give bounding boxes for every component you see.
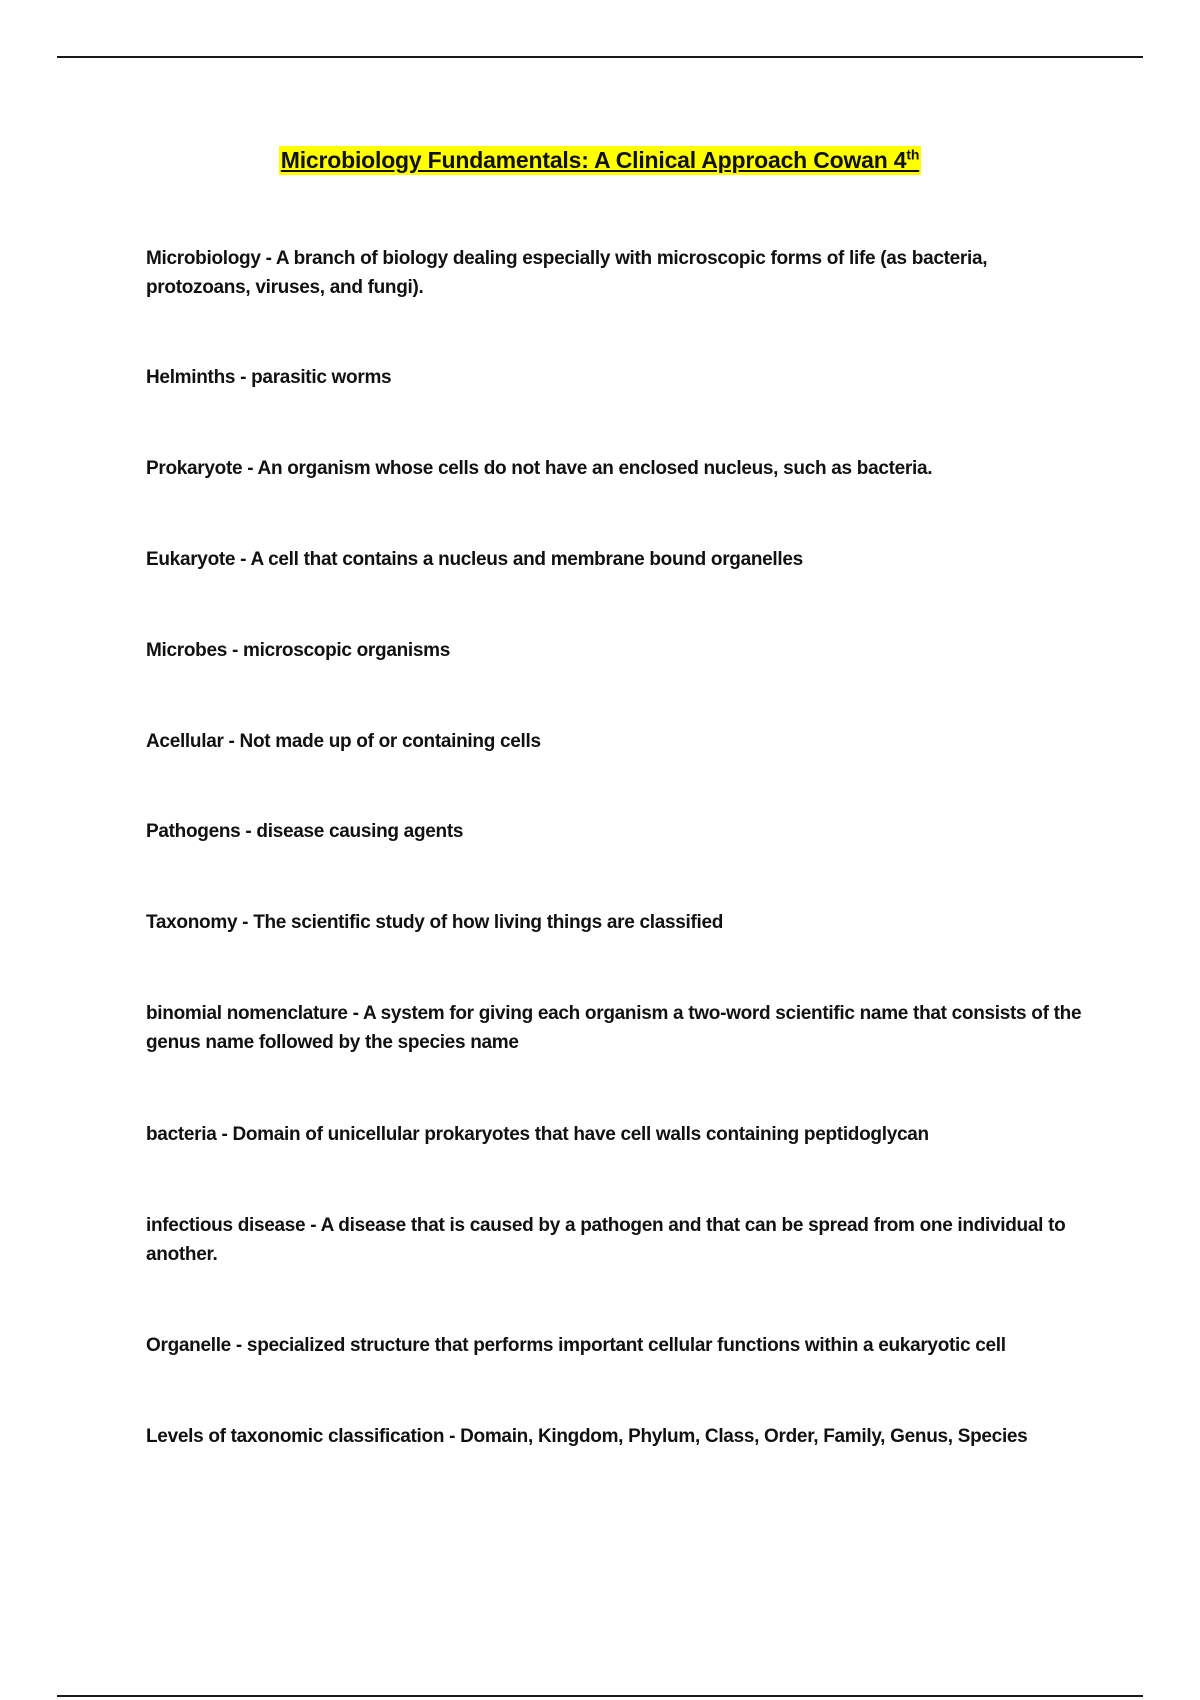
entry-microbes: Microbes - microscopic organisms xyxy=(146,640,450,661)
entry-binomial-nomenclature: binomial nomenclature - A system for giving each organism a two-word scientific name that consists of the genus name followed by the species name xyxy=(146,1003,1082,1053)
entry-eukaryote: Eukaryote - A cell that contains a nucleus and membrane bound organelles xyxy=(146,549,803,570)
entry-microbiology: Microbiology - A branch of biology dealing especially with microscopic forms of life (as bacteria, protozoans, viruses, and fungi). xyxy=(146,248,988,298)
title-container xyxy=(0,146,1200,175)
title-text: Microbiology Fundamentals: A Clinical Approach Cowan 4 xyxy=(280,147,907,173)
entry-infectious-disease: infectious disease - A disease that is caused by a pathogen and that can be spread from one individual to another. xyxy=(146,1215,1066,1265)
bottom-divider xyxy=(57,1695,1143,1697)
entry-taxonomic-levels: Levels of taxonomic classification - Domain, Kingdom, Phylum, Class, Order, Family, Genus, Species xyxy=(146,1426,1028,1447)
top-divider xyxy=(57,56,1143,58)
entry-acellular: Acellular - Not made up of or containing cells xyxy=(146,731,541,752)
entry-helminths: Helminths - parasitic worms xyxy=(146,367,392,388)
entry-bacteria: bacteria - Domain of unicellular prokaryotes that have cell walls containing peptidoglycan xyxy=(146,1124,929,1145)
entry-prokaryote: Prokaryote - An organism whose cells do not have an enclosed nucleus, such as bacteria. xyxy=(146,458,933,479)
entry-pathogens: Pathogens - disease causing agents xyxy=(146,821,464,842)
title-superscript: th xyxy=(906,146,920,163)
page-title xyxy=(279,146,921,175)
entry-organelle: Organelle - specialized structure that performs important cellular functions within a eukaryotic cell xyxy=(146,1335,1006,1356)
entry-taxonomy: Taxonomy - The scientific study of how living things are classified xyxy=(146,912,724,933)
